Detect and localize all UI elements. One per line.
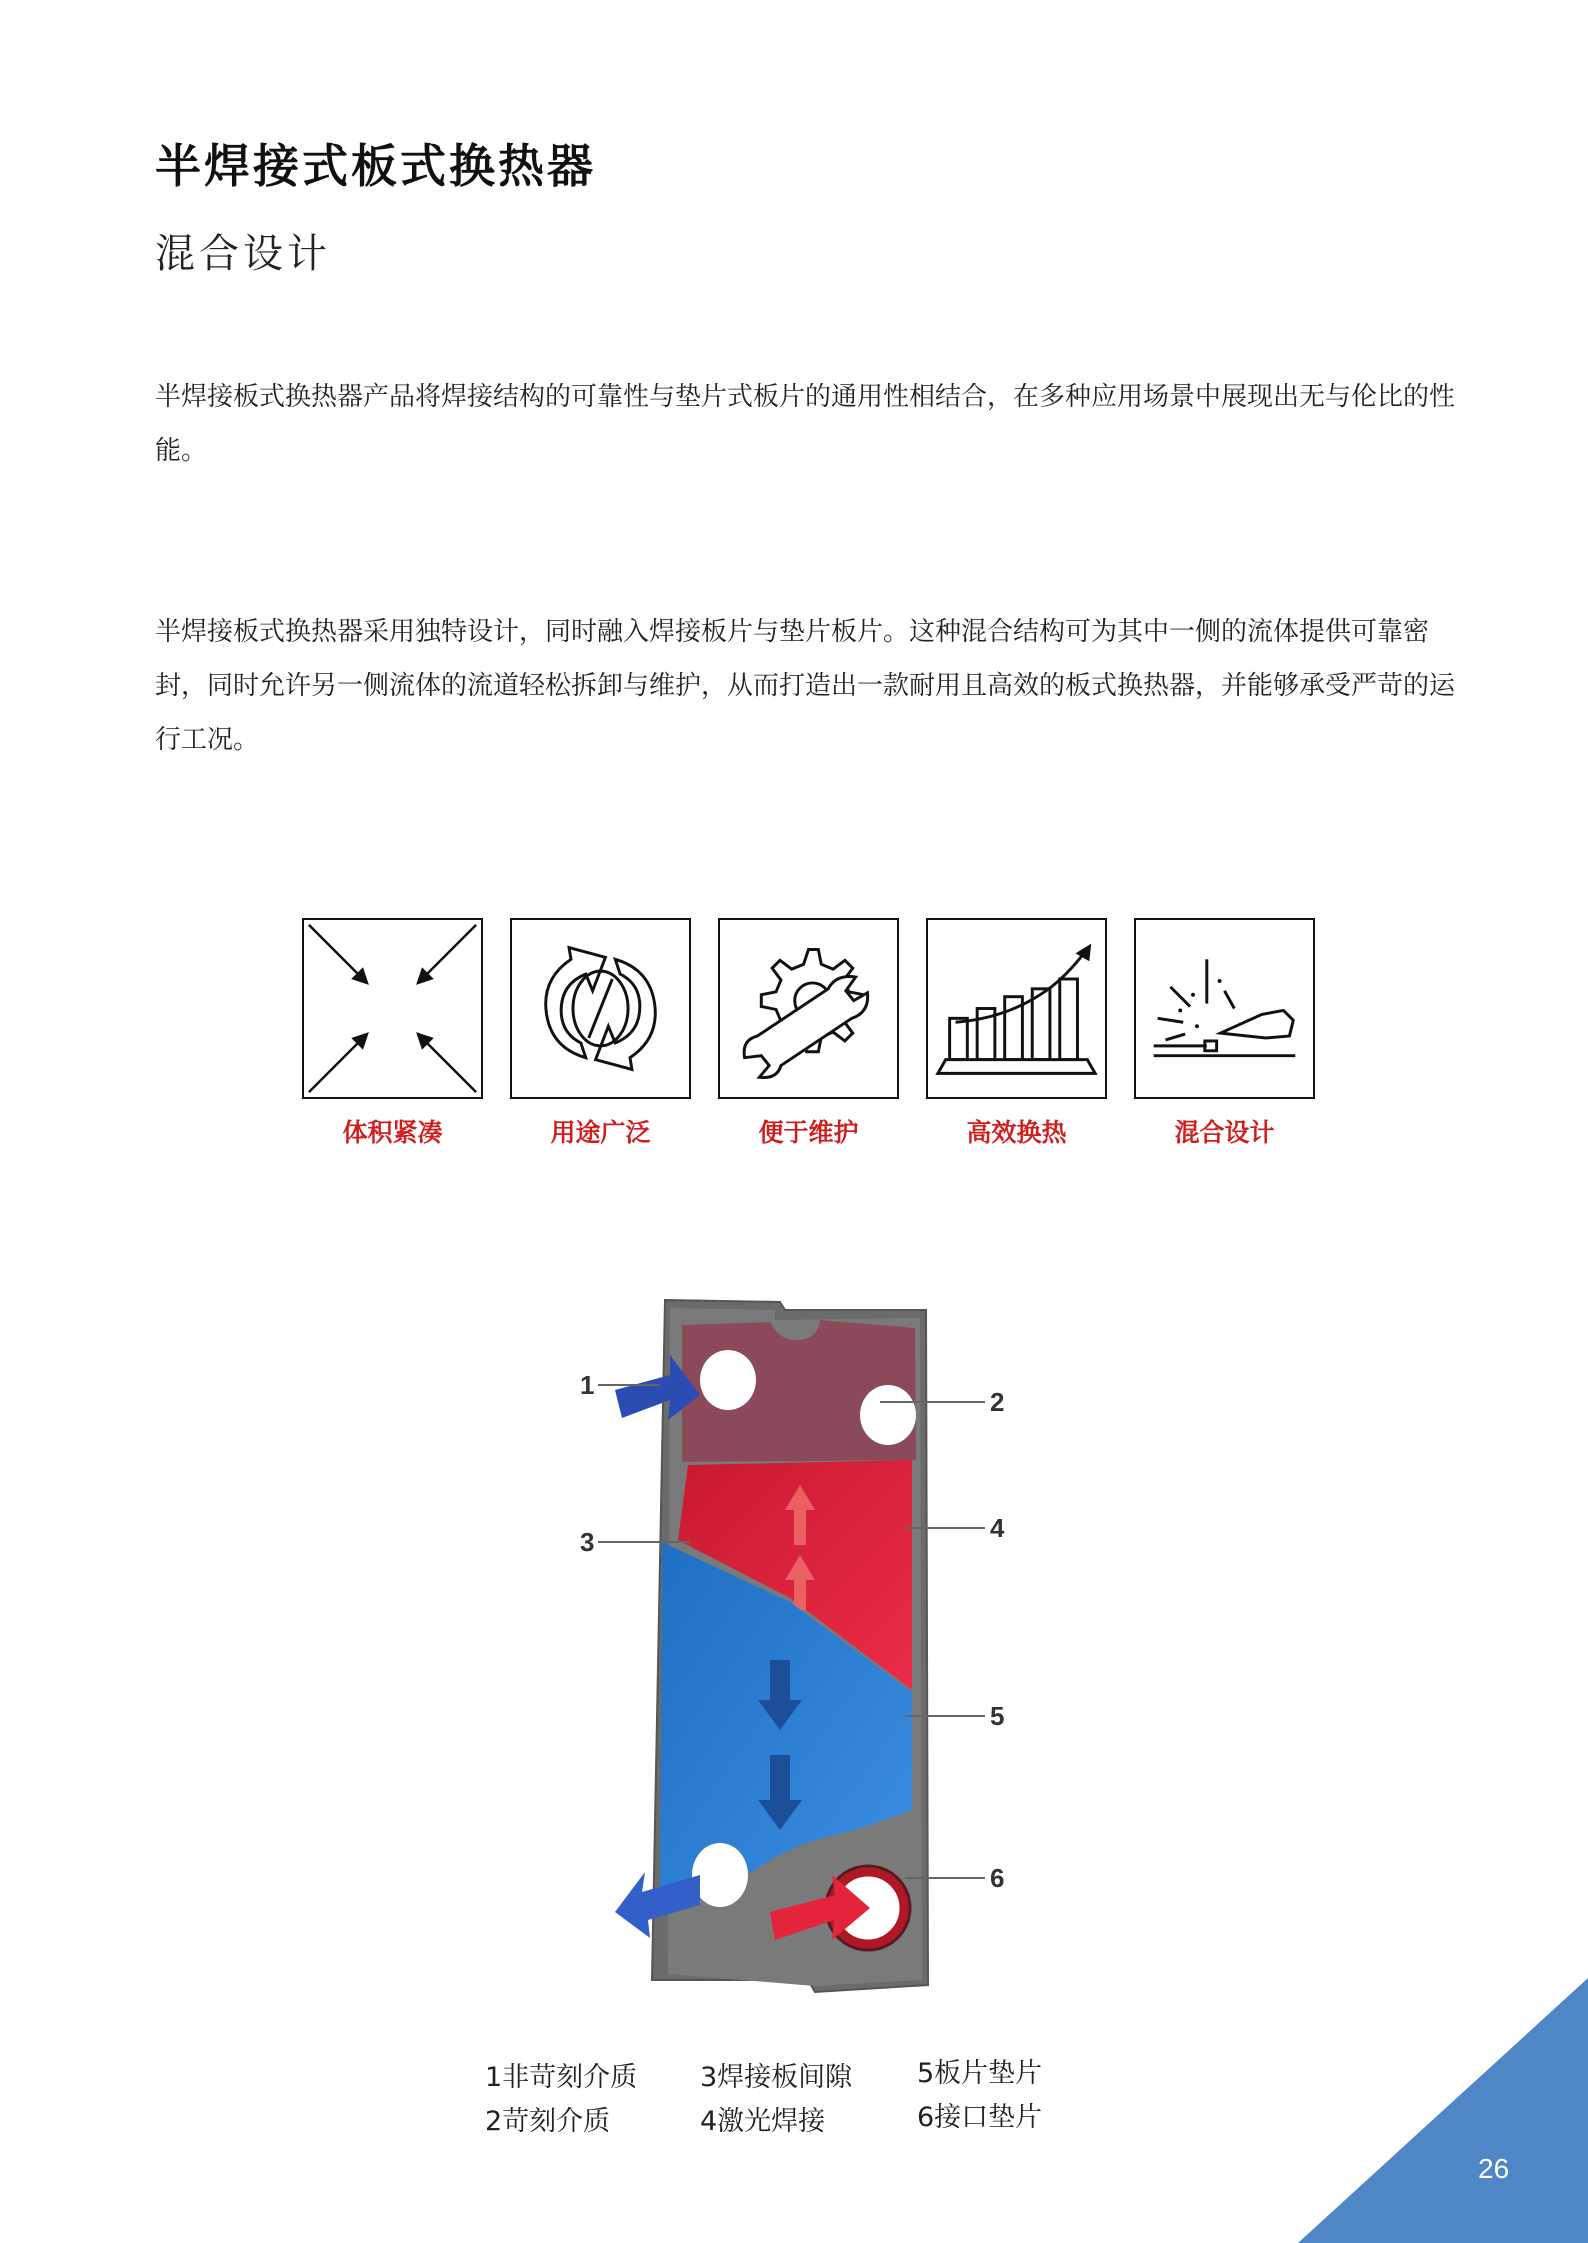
legend-item-2: 2苛刻介质 xyxy=(485,2106,611,2137)
intro-paragraph: 半焊接板式换热器产品将焊接结构的可靠性与垫片式板片的通用性相结合，在多种应用场景中展现出无与伦比的性能。 xyxy=(155,382,1456,466)
feature-versatile xyxy=(508,918,693,1149)
plate-heat-exchanger-diagram xyxy=(550,1280,1030,2020)
diagram-legend xyxy=(485,2055,1085,2155)
welding-icon xyxy=(1134,918,1315,1099)
rotation-icon xyxy=(510,918,691,1099)
feature-icons-row xyxy=(300,918,1325,1158)
legend-item-4: 4激光焊接 xyxy=(700,2106,826,2137)
feature-efficiency xyxy=(924,918,1109,1149)
growth-chart-icon xyxy=(926,918,1107,1099)
design-paragraph: 半焊接板式换热器采用独特设计，同时融入焊接板片与垫片板片。这种混合结构可为其中一侧的流体提供可靠密封，同时允许另一侧流体的流道轻松拆卸与维护，从而打造出一款耐用且高效的板式换热器，并能够承受严苛的运行工况。 xyxy=(155,617,1456,755)
feature-label-maintenance: 便于维护 xyxy=(758,1118,859,1147)
callout-5: 5 xyxy=(990,1701,1005,1731)
legend-item-3: 3焊接板间隙 xyxy=(700,2062,853,2093)
feature-label-compact: 体积紧凑 xyxy=(342,1118,443,1147)
feature-label-versatile: 用途广泛 xyxy=(550,1118,651,1147)
gear-wrench-icon xyxy=(718,918,899,1099)
feature-hybrid xyxy=(1132,918,1317,1149)
port-hole-1 xyxy=(700,1350,756,1410)
feature-compact xyxy=(300,918,485,1149)
legend-item-6: 6接口垫片 xyxy=(917,2102,1043,2133)
feature-label-hybrid: 混合设计 xyxy=(1174,1118,1275,1147)
page-number: 26 xyxy=(1478,2153,1510,2184)
section-subtitle: 混合设计 xyxy=(155,231,331,277)
legend-item-5: 5板片垫片 xyxy=(917,2058,1043,2089)
callout-2: 2 xyxy=(990,1387,1005,1417)
port-hole-2 xyxy=(860,1385,916,1445)
legend-item-1: 1非苛刻介质 xyxy=(485,2062,638,2093)
callout-1: 1 xyxy=(580,1370,595,1400)
callout-3: 3 xyxy=(580,1527,595,1557)
callout-4: 4 xyxy=(990,1513,1005,1543)
feature-maintenance xyxy=(716,918,901,1149)
feature-label-efficiency: 高效换热 xyxy=(966,1118,1067,1147)
callout-6: 6 xyxy=(990,1863,1005,1893)
compact-arrows-icon xyxy=(302,918,483,1099)
page-title: 半焊接式板式换热器 xyxy=(155,139,596,193)
port-hole-3 xyxy=(692,1843,748,1907)
corner-accent-triangle xyxy=(1298,1978,1588,2243)
